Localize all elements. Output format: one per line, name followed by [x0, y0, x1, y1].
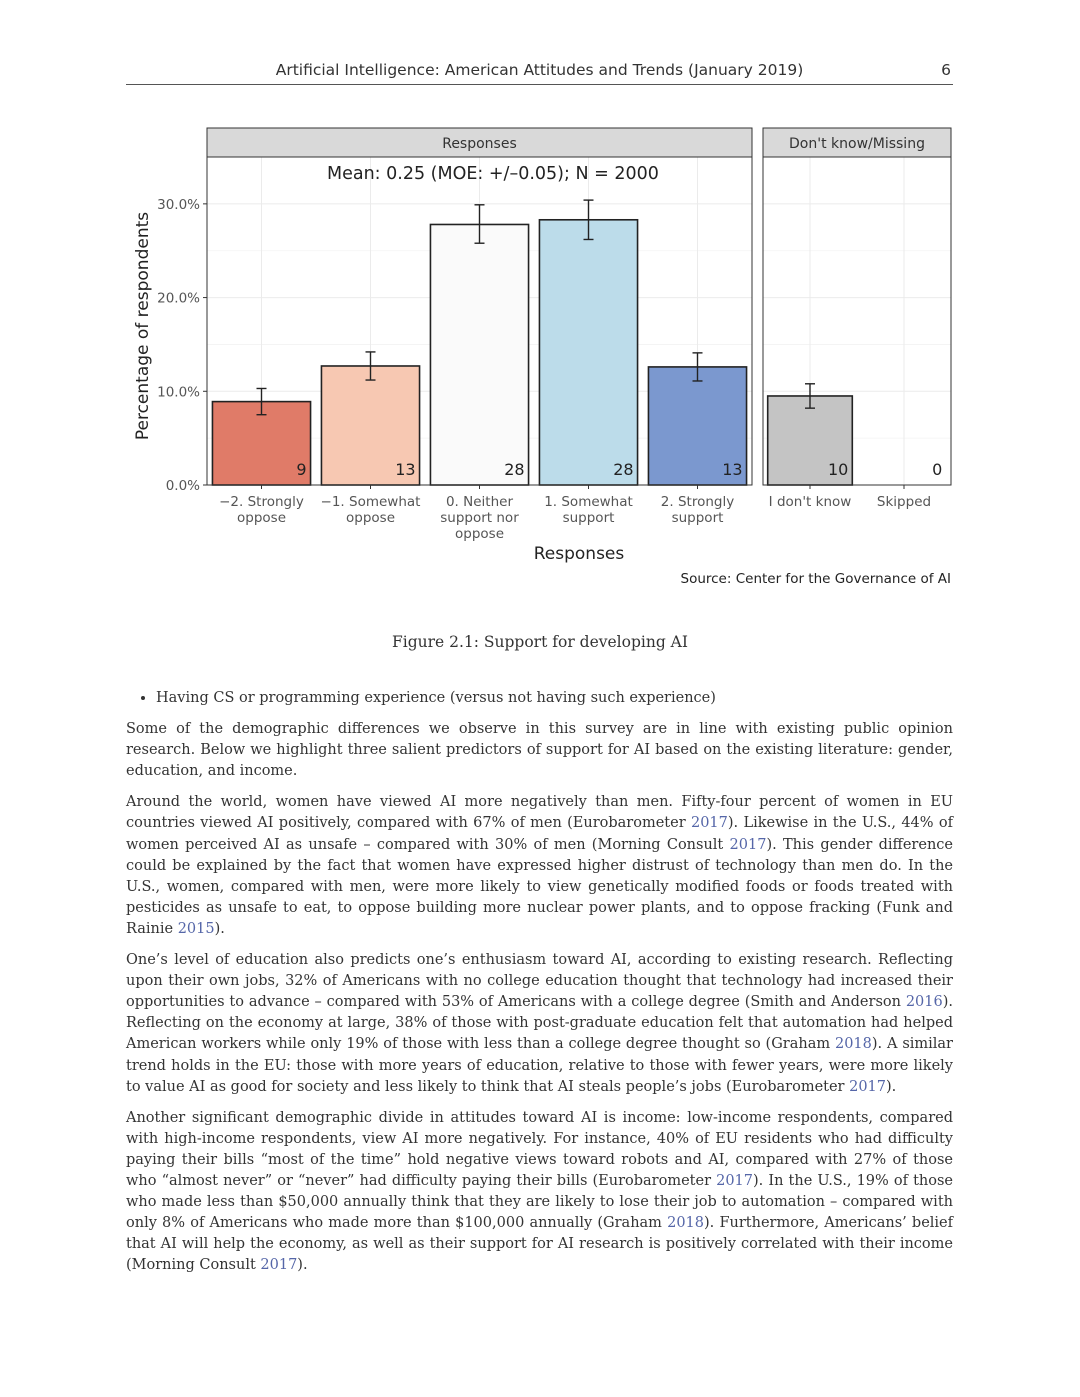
x-tick-label: 0. Neither — [445, 494, 514, 510]
data-label: 9 — [296, 460, 307, 479]
data-label: 10 — [827, 460, 849, 479]
bar — [430, 224, 528, 485]
text: ). Reflecting on the economy at large, 38% of those with post-graduate education felt that automation had helped American workers while only 19% of those with less than a college degree thought so (Graham — [126, 994, 953, 1053]
bullet-item: • Having CS or programming experience (versus not having such experience) — [156, 688, 953, 709]
citation-link[interactable]: 2017 — [260, 1257, 298, 1274]
citation-link[interactable]: 2015 — [177, 920, 215, 937]
paragraph-4 — [126, 1108, 953, 1277]
x-tick-label: 1. Somewhat — [544, 494, 633, 510]
text: One’s level of education also predicts one’s enthusiasm toward AI, according to existing research. Reflecting upon their own jobs, 32% of Americans with no college education thought that technology had increased their opportunities to advance – compared with 53% of Americans with a college degree (Smith and Anderson — [126, 952, 953, 1011]
x-tick-label: oppose — [346, 510, 395, 526]
y-tick-label: 20.0% — [157, 290, 200, 307]
citation-link[interactable]: 2018 — [834, 1036, 872, 1053]
data-label: 13 — [395, 460, 416, 479]
data-label: 28 — [613, 460, 634, 479]
text: ). This gender difference could be explained by the fact that women have expressed higher distrust of technology than men do. In the U.S., women, compared with men, were more likely to view genetically modified foods or foods treated with pesticides as unsafe to eat, to oppose building more nuclear power plants, and to oppose fracking (Funk and Rainie — [126, 836, 953, 937]
x-tick-label: I don't know — [768, 494, 852, 510]
paragraph-3 — [126, 950, 953, 1098]
citation-link[interactable]: 2018 — [667, 1215, 705, 1232]
text: ). A similar trend holds in the EU: those with more years of education, relative to those with fewer years, were more likely to value AI as good for society and less likely to think that AI steals people’s jobs (Eurobarometer — [126, 1036, 953, 1095]
text: ). — [214, 920, 225, 937]
text: ). Likewise in the U.S., 44% of women perceived AI as unsafe – compared with 30% of men (Morning Consult — [126, 815, 953, 853]
chart-subtitle: Mean: 0.25 (MOE: +/–0.05); N = 2000 — [327, 164, 659, 184]
text: Around the world, women have viewed AI more negatively than men. Fifty-four percent of women in EU countries viewed AI positively, compared with 67% of men (Eurobarometer — [126, 794, 953, 832]
support-chart — [126, 120, 966, 590]
body-text — [126, 688, 953, 1286]
y-tick-label: 10.0% — [157, 384, 200, 401]
x-tick-label: oppose — [237, 510, 286, 526]
text: ). — [886, 1078, 897, 1095]
x-tick-label: −1. Somewhat — [320, 494, 421, 510]
running-title: Artificial Intelligence: American Attitudes and Trends (January 2019) — [275, 61, 804, 79]
citation-link[interactable]: 2017 — [716, 1172, 754, 1189]
chart-source: Source: Center for the Governance of AI — [680, 571, 951, 587]
text: ). — [297, 1257, 308, 1274]
facet-strip-label: Responses — [442, 136, 517, 152]
bar — [539, 220, 637, 485]
citation-link[interactable]: 2017 — [729, 836, 767, 853]
paragraph-1: Some of the demographic differences we observe in this survey are in line with existing public opinion research. Below we highlight three salient predictors of support for AI based on the existing literature: gender, education, and income. — [126, 721, 953, 780]
data-label: 0 — [932, 460, 943, 479]
x-tick-label: −2. Strongly — [219, 494, 304, 510]
y-tick-label: 0.0% — [165, 478, 200, 494]
text: Another significant demographic divide in attitudes toward AI is income: low-income respondents, compared with high-income respondents, view AI more negatively. For instance, 40% of EU residents who had difficulty paying their bills “most of the time” hold negative views toward robots and AI, compared with 27% of those who “almost never” or “never” had difficulty paying their bills (Eurobarometer — [126, 1109, 953, 1189]
figure-caption: Figure 2.1: Support for developing AI — [391, 633, 688, 651]
data-label: 13 — [722, 460, 743, 479]
facet-strip-label: Don't know/Missing — [789, 136, 925, 152]
x-tick-label: 2. Strongly — [660, 494, 735, 510]
citation-link[interactable]: 2016 — [905, 994, 943, 1011]
x-tick-label: oppose — [455, 526, 504, 542]
y-tick-label: 30.0% — [157, 196, 200, 213]
page-header — [126, 58, 953, 85]
x-tick-label: Skipped — [876, 494, 932, 510]
paragraph-2 — [126, 792, 953, 940]
bullet-list — [126, 688, 953, 709]
x-tick-label: support nor — [440, 510, 519, 526]
data-label: 28 — [504, 460, 525, 479]
citation-link[interactable]: 2017 — [690, 815, 728, 832]
text: ). Furthermore, Americans’ belief that AI will help the economy, as well as their support for AI research is positively correlated with their income (Morning Consult — [126, 1215, 953, 1274]
x-axis-label: Responses — [533, 544, 625, 564]
y-axis-label: Percentage of respondents — [133, 211, 153, 441]
citation-link[interactable]: 2017 — [849, 1078, 887, 1095]
page-number: 6 — [941, 61, 951, 79]
text: ). In the U.S., 19% of those who made less than $50,000 annually think that they are likely to lose their job to automation – compared with only 8% of Americans who made more than $100,000 annually (Graham — [126, 1172, 953, 1232]
x-tick-label: support — [562, 510, 615, 526]
x-tick-label: support — [671, 510, 724, 526]
